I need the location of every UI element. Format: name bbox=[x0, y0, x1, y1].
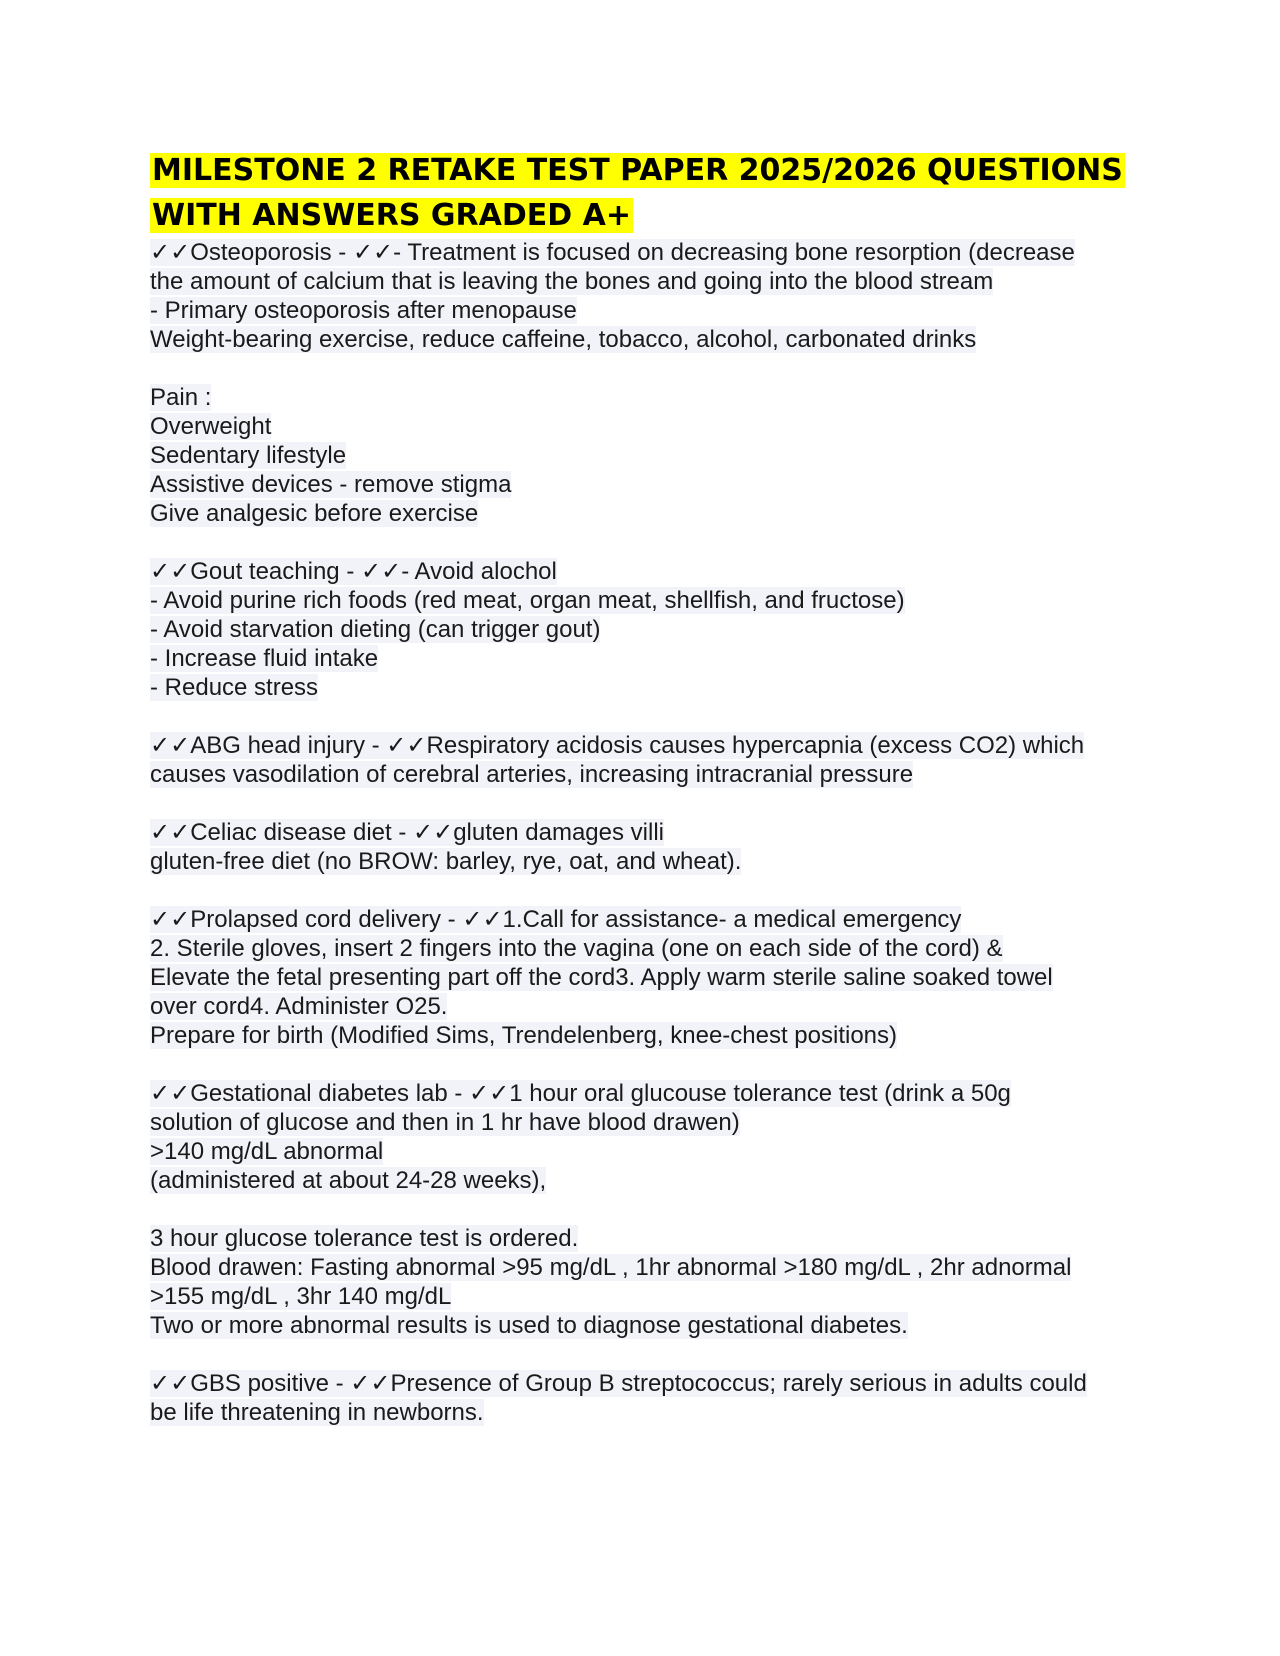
text-line bbox=[150, 1398, 1150, 1427]
text-line-content: ✓✓GBS positive - ✓✓Presence of Group B streptococcus; rarely serious in adults could bbox=[150, 1370, 1087, 1397]
text-line bbox=[150, 963, 1150, 992]
text-line bbox=[150, 992, 1150, 1021]
document-title bbox=[150, 148, 1150, 238]
text-line bbox=[150, 1282, 1150, 1311]
text-line-content: ✓✓Gout teaching - ✓✓- Avoid alochol bbox=[150, 558, 557, 585]
text-line bbox=[150, 905, 1150, 934]
text-line-content: ✓✓Osteoporosis - ✓✓- Treatment is focused on decreasing bone resorption (decrease bbox=[150, 239, 1075, 266]
text-line bbox=[150, 412, 1150, 441]
text-line-content: Prepare for birth (Modified Sims, Trendelenberg, knee-chest positions) bbox=[150, 1022, 898, 1049]
text-line-content: 2. Sterile gloves, insert 2 fingers into the vagina (one on each side of the cord) & bbox=[150, 935, 1003, 962]
text-line-content: the amount of calcium that is leaving the bones and going into the blood stream bbox=[150, 268, 994, 295]
title-line-2: WITH ANSWERS GRADED A+ bbox=[152, 198, 631, 233]
text-line-content: - Avoid purine rich foods (red meat, organ meat, shellfish, and fructose) bbox=[150, 587, 905, 614]
text-line-content: ✓✓ABG head injury - ✓✓Respiratory acidosis causes hypercapnia (excess CO2) which bbox=[150, 732, 1085, 759]
document-body bbox=[150, 238, 1150, 1427]
text-line-content: gluten-free diet (no BROW: barley, rye, oat, and wheat). bbox=[150, 848, 742, 875]
text-line bbox=[150, 934, 1150, 963]
text-line-content: - Reduce stress bbox=[150, 674, 319, 701]
text-line bbox=[150, 325, 1150, 354]
text-line bbox=[150, 441, 1150, 470]
text-line-content: - Increase fluid intake bbox=[150, 645, 379, 672]
text-line bbox=[150, 1108, 1150, 1137]
paragraph-gap bbox=[150, 876, 1150, 905]
text-line bbox=[150, 1253, 1150, 1282]
text-line-content: be life threatening in newborns. bbox=[150, 1399, 484, 1426]
text-line-content: 3 hour glucose tolerance test is ordered. bbox=[150, 1225, 579, 1252]
text-line bbox=[150, 818, 1150, 847]
text-line bbox=[150, 731, 1150, 760]
text-line-content: >140 mg/dL abnormal bbox=[150, 1138, 384, 1165]
text-line bbox=[150, 1137, 1150, 1166]
text-line bbox=[150, 1369, 1150, 1398]
text-line-content: Weight-bearing exercise, reduce caffeine, tobacco, alcohol, carbonated drinks bbox=[150, 326, 977, 353]
text-line bbox=[150, 267, 1150, 296]
text-line-content: Pain : bbox=[150, 384, 212, 411]
text-line-content: Overweight bbox=[150, 413, 272, 440]
text-line-content: ✓✓Prolapsed cord delivery - ✓✓1.Call for assistance- a medical emergency bbox=[150, 906, 962, 933]
text-line bbox=[150, 1079, 1150, 1108]
text-line bbox=[150, 1311, 1150, 1340]
text-line-content: - Avoid starvation dieting (can trigger gout) bbox=[150, 616, 601, 643]
text-line bbox=[150, 296, 1150, 325]
text-line bbox=[150, 615, 1150, 644]
text-line bbox=[150, 238, 1150, 267]
text-line bbox=[150, 760, 1150, 789]
text-line bbox=[150, 847, 1150, 876]
text-line bbox=[150, 1166, 1150, 1195]
text-line-content: >155 mg/dL , 3hr 140 mg/dL bbox=[150, 1283, 452, 1310]
paragraph-gap bbox=[150, 789, 1150, 818]
text-line-content: ✓✓Celiac disease diet - ✓✓gluten damages villi bbox=[150, 819, 664, 846]
text-line bbox=[150, 557, 1150, 586]
paragraph-gap bbox=[150, 528, 1150, 557]
text-line-content: solution of glucose and then in 1 hr have blood drawen) bbox=[150, 1109, 740, 1136]
text-line bbox=[150, 470, 1150, 499]
text-line-content: Sedentary lifestyle bbox=[150, 442, 347, 469]
paragraph-gap bbox=[150, 702, 1150, 731]
text-line-content: Two or more abnormal results is used to diagnose gestational diabetes. bbox=[150, 1312, 908, 1339]
text-line-content: (administered at about 24-28 weeks), bbox=[150, 1167, 547, 1194]
text-line-content: Assistive devices - remove stigma bbox=[150, 471, 512, 498]
text-line bbox=[150, 1021, 1150, 1050]
text-line-content: over cord4. Administer O25. bbox=[150, 993, 448, 1020]
title-line-1: MILESTONE 2 RETAKE TEST PAPER 2025/2026 QUESTIONS bbox=[152, 153, 1123, 188]
document-page bbox=[150, 148, 1150, 1427]
text-line bbox=[150, 586, 1150, 615]
text-line bbox=[150, 383, 1150, 412]
text-line bbox=[150, 644, 1150, 673]
text-line bbox=[150, 1224, 1150, 1253]
text-line-content: causes vasodilation of cerebral arteries, increasing intracranial pressure bbox=[150, 761, 914, 788]
paragraph-gap bbox=[150, 1195, 1150, 1224]
paragraph-gap bbox=[150, 354, 1150, 383]
text-line-content: Give analgesic before exercise bbox=[150, 500, 479, 527]
text-line-content: - Primary osteoporosis after menopause bbox=[150, 297, 577, 324]
text-line bbox=[150, 673, 1150, 702]
text-line-content: ✓✓Gestational diabetes lab - ✓✓1 hour oral glucouse tolerance test (drink a 50g bbox=[150, 1080, 1011, 1107]
paragraph-gap bbox=[150, 1340, 1150, 1369]
text-line-content: Elevate the fetal presenting part off the cord3. Apply warm sterile saline soaked towel bbox=[150, 964, 1053, 991]
text-line-content: Blood drawen: Fasting abnormal >95 mg/dL , 1hr abnormal >180 mg/dL , 2hr adnormal bbox=[150, 1254, 1072, 1281]
paragraph-gap bbox=[150, 1050, 1150, 1079]
text-line bbox=[150, 499, 1150, 528]
